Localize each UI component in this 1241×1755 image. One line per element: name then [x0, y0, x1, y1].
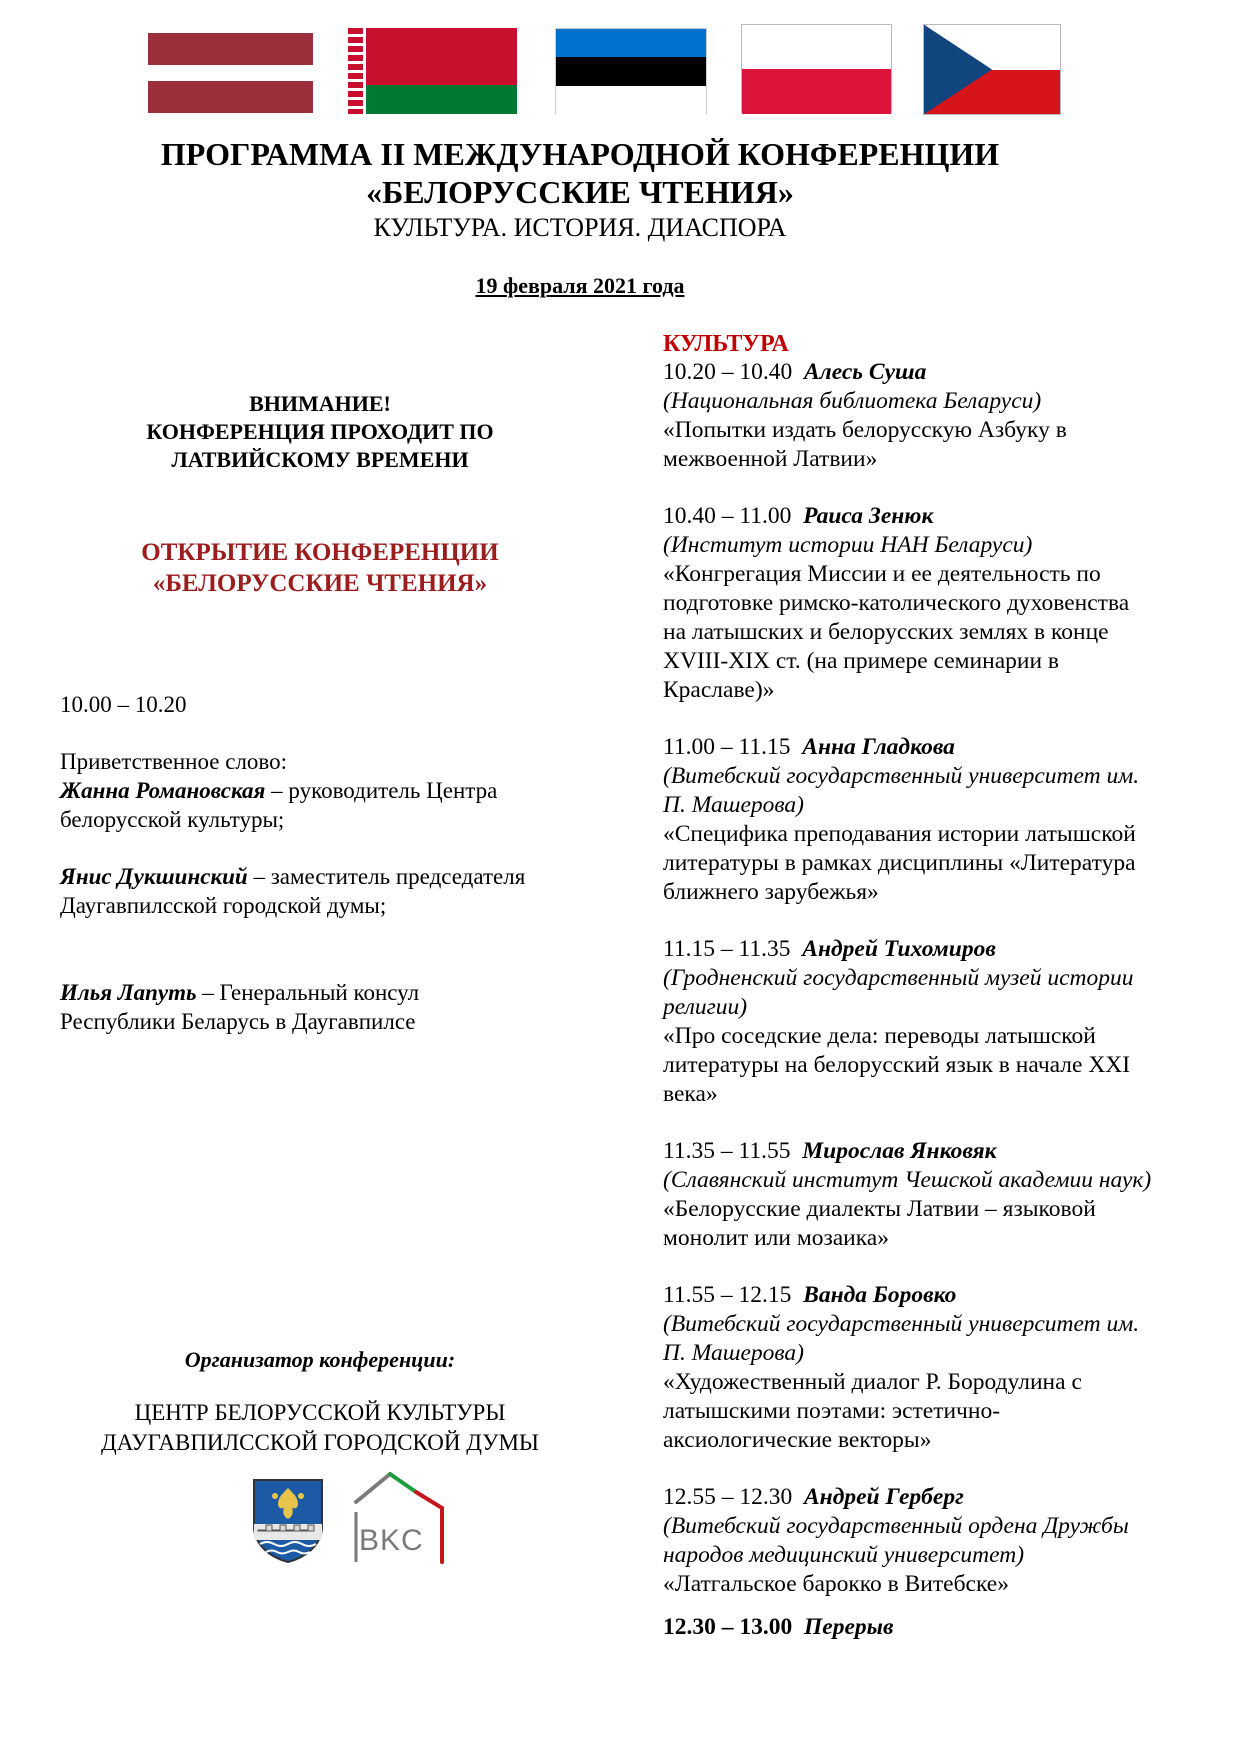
- entry-heading: [663, 502, 1203, 531]
- entry-time: 11.55 – 12.15: [663, 1282, 792, 1308]
- entry-speaker: Андрей Тихомиров: [802, 936, 996, 962]
- bkc-logo-text: BKC: [359, 1524, 424, 1557]
- opening-time: 10.00 – 10.20: [60, 692, 187, 717]
- speaker-role: – Генеральный консул: [196, 980, 420, 1005]
- program-entry: [663, 1137, 1203, 1253]
- entry-topic: аксиологические векторы»: [663, 1427, 932, 1453]
- czech-triangle: [923, 24, 1061, 115]
- entry-heading: [663, 733, 1203, 762]
- speaker-role-cont: Республики Беларусь в Даугавпилсе: [60, 1009, 416, 1034]
- entry-topic: «Специфика преподавания истории латышской: [663, 821, 1136, 847]
- entry-time: 11.00 – 11.15: [663, 734, 791, 760]
- coat-of-arms-icon: [252, 1478, 324, 1564]
- entry-time: 10.20 – 10.40: [663, 359, 793, 385]
- speaker-role-cont: белорусской культуры;: [60, 807, 285, 832]
- entry-heading: [663, 935, 1203, 964]
- entry-time: 11.35 – 11.55: [663, 1138, 791, 1164]
- entry-topic: «Конгрегация Миссии и ее деятельность по: [663, 561, 1101, 587]
- entry-topic: «Про соседские дела: переводы латышской: [663, 1023, 1096, 1049]
- speaker-1: [60, 776, 580, 834]
- entry-speaker: Андрей Герберг: [804, 1484, 964, 1510]
- entry-speaker: Алесь Суша: [804, 359, 927, 385]
- conference-subtitle: КУЛЬТУРА. ИСТОРИЯ. ДИАСПОРА: [373, 213, 787, 242]
- break-time: 12.30 – 13.00: [663, 1614, 793, 1640]
- entry-topic: XVIII-XIX ст. (на примере семинарии в: [663, 648, 1060, 674]
- conference-date: 19 февраля 2021 года: [475, 273, 685, 298]
- flag-poland: [741, 24, 892, 113]
- time-notice: [60, 390, 580, 474]
- organizer-line-1: ЦЕНТР БЕЛОРУССКОЙ КУЛЬТУРЫ: [134, 1400, 506, 1425]
- entry-heading: [663, 1281, 1203, 1310]
- speaker-3: [60, 978, 580, 1036]
- entry-heading: [663, 1137, 1203, 1166]
- entry-time: 11.15 – 11.35: [663, 936, 791, 962]
- entry-affiliation: (Славянский институт Чешской академии наук): [663, 1167, 1152, 1193]
- opening-line-2: «БЕЛОРУССКИЕ ЧТЕНИЯ»: [152, 570, 488, 597]
- opening-line-1: ОТКРЫТИЕ КОНФЕРЕНЦИИ: [141, 539, 499, 566]
- entry-affiliation: (Витебский государственный университет им.: [663, 1311, 1140, 1337]
- bkc-logo: [350, 1468, 450, 1564]
- entry-topic: литературы в рамках дисциплины «Литература: [663, 850, 1136, 876]
- entry-affiliation: (Гродненский государственный музей истории: [663, 965, 1134, 991]
- entry-topic: на латышских и белорусских землях в конце: [663, 619, 1109, 645]
- entry-topic: «Попытки издать белорусскую Азбуку в: [663, 417, 1067, 443]
- entry-affiliation: (Национальная библиотека Беларуси): [663, 388, 1042, 414]
- flag-latvia: [148, 33, 313, 113]
- program-entry: [663, 733, 1203, 907]
- entry-affiliation: религии): [663, 994, 748, 1020]
- speaker-name: Янис Дукшинский: [60, 864, 248, 889]
- entry-topic: ближнего зарубежья»: [663, 879, 879, 905]
- entry-topic: монолит или мозаика»: [663, 1225, 889, 1251]
- entry-speaker: Ванда Боровко: [803, 1282, 957, 1308]
- greeting-label: Приветственное слово:: [60, 749, 288, 774]
- organizer-name: [50, 1398, 590, 1458]
- entry-topic: подготовке римско-католического духовенства: [663, 590, 1130, 616]
- entry-topic: межвоенной Латвии»: [663, 446, 878, 472]
- conference-title: ПРОГРАММА II МЕЖДУНАРОДНОЙ КОНФЕРЕНЦИИ: [160, 136, 1000, 172]
- entry-topic: латышскими поэтами: эстетично-: [663, 1398, 1001, 1424]
- notice-line-3: ЛАТВИЙСКОМУ ВРЕМЕНИ: [171, 447, 469, 472]
- title-block: [0, 135, 1160, 245]
- program-entry: [663, 358, 1203, 474]
- speaker-2: [60, 862, 580, 920]
- speaker-name: Илья Лапуть: [60, 980, 197, 1005]
- break-line: [663, 1613, 1203, 1642]
- flag-belarus: [345, 28, 517, 114]
- program-entry: [663, 1483, 1203, 1599]
- section-title: КУЛЬТУРА: [663, 331, 789, 357]
- notice-line-2: КОНФЕРЕНЦИЯ ПРОХОДИТ ПО: [146, 419, 494, 444]
- break-label: Перерыв: [804, 1614, 894, 1640]
- entry-time: 12.55 – 12.30: [663, 1484, 793, 1510]
- entry-topic: «Латгальское барокко в Витебске»: [663, 1571, 1009, 1597]
- entry-time: 10.40 – 11.00: [663, 503, 792, 529]
- organizer-line-2: ДАУГАВПИЛССКОЙ ГОРОДСКОЙ ДУМЫ: [101, 1430, 539, 1455]
- entry-affiliation: (Витебский государственный ордена Дружбы: [663, 1513, 1129, 1539]
- entry-heading: [663, 1483, 1203, 1512]
- program-column: [663, 330, 1203, 1642]
- program-entries: [663, 358, 1203, 1599]
- entry-topic: Краславе)»: [663, 677, 775, 703]
- entry-affiliation: народов медицинский университет): [663, 1542, 1025, 1568]
- entry-speaker: Мирослав Янковяк: [802, 1138, 997, 1164]
- speaker-role: – руководитель Центра: [265, 778, 498, 803]
- entry-heading: [663, 358, 1203, 387]
- speaker-role: – заместитель председателя: [247, 864, 526, 889]
- entry-affiliation: (Витебский государственный университет им.: [663, 763, 1140, 789]
- entry-affiliation: (Институт истории НАН Беларуси): [663, 532, 1033, 558]
- program-entry: [663, 1281, 1203, 1455]
- opening-heading: [60, 537, 580, 599]
- notice-line-1: ВНИМАНИЕ!: [249, 391, 391, 416]
- entry-topic: «Белорусские диалекты Латвии – языковой: [663, 1196, 1096, 1222]
- entry-speaker: Раиса Зенюк: [803, 503, 934, 529]
- program-entry: [663, 502, 1203, 705]
- speaker-name: Жанна Романовская: [60, 778, 266, 803]
- program-entry: [663, 935, 1203, 1109]
- flag-czechia: [923, 24, 1061, 115]
- entry-speaker: Анна Гладкова: [802, 734, 955, 760]
- speaker-role-cont: Даугавпилсской городской думы;: [60, 893, 387, 918]
- entry-affiliation: П. Машерова): [663, 792, 804, 818]
- entry-topic: литературы на белорусский язык в начале XXI: [663, 1052, 1131, 1078]
- organizer-label: Организатор конференции:: [184, 1347, 456, 1372]
- entry-topic: «Художественный диалог Р. Бородулина с: [663, 1369, 1082, 1395]
- flag-estonia: [555, 28, 707, 114]
- conference-name: «БЕЛОРУССКИЕ ЧТЕНИЯ»: [366, 174, 794, 210]
- entry-affiliation: П. Машерова): [663, 1340, 804, 1366]
- entry-topic: века»: [663, 1081, 718, 1107]
